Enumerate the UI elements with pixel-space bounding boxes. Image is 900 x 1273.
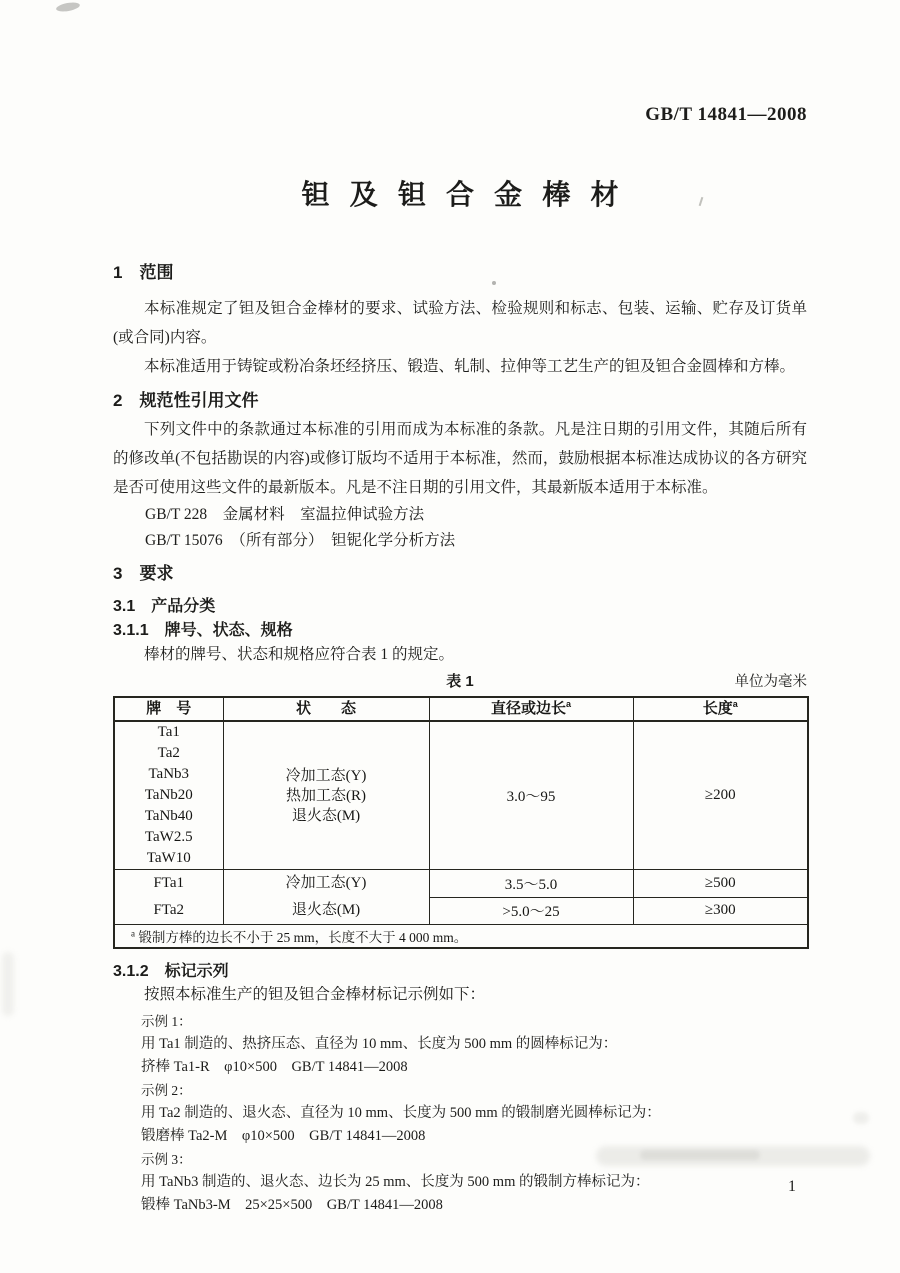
footnote-ref-mark: a: [732, 699, 738, 709]
normative-reference-1: GB/T 228 金属材料 室温拉伸试验方法: [145, 506, 425, 523]
state-list-cell: [223, 870, 429, 925]
table-header-state: 状 态: [223, 697, 429, 721]
length-cell: ≥500: [633, 870, 808, 898]
state: 冷加工态(Y): [285, 767, 367, 784]
example-3-designation: 锻棒 TaNb3-M 25×25×500 GB/T 14841—2008: [141, 1197, 443, 1213]
grade-list-cell: [114, 721, 223, 870]
size-cell: 3.5～5.0: [429, 870, 633, 898]
length-cell: ≥300: [633, 897, 808, 925]
table-footnote: $^a$ 锻制方棒的边长不小于 25 mm，长度不大于 4 000 mm。: [114, 925, 808, 949]
example-1-designation: 挤棒 Ta1-R φ10×500 GB/T 14841—2008: [141, 1059, 408, 1075]
size-cell: 3.0～95: [429, 721, 633, 870]
table-unit-note: 单位为毫米: [734, 674, 807, 690]
table-header-length: 长度$^a$: [633, 697, 808, 721]
normative-reference-2: GB/T 15076 （所有部分） 钽铌化学分析方法: [145, 532, 456, 549]
section-3-1-2-text: 按照本标准生产的钽及钽合金棒材标记示例如下：: [144, 986, 486, 1003]
example-3-description: 用 TaNb3 制造的、退火态、边长为 25 mm、长度为 500 mm 的锻制方棒标记为：: [141, 1174, 650, 1190]
grade: TaNb20: [144, 787, 193, 803]
marking-examples: [141, 1010, 807, 1217]
footnote-mark: a: [131, 928, 135, 939]
table-header-grade: 牌 号: [114, 697, 223, 721]
scan-artifact: [853, 1112, 869, 1124]
table-row-group2-sub1: [114, 870, 808, 898]
state: 热加工态(R): [286, 787, 366, 804]
table-caption: 表 1: [446, 673, 474, 690]
grade: FTa1: [153, 875, 185, 891]
section-2-heading: 2 规范性引用文件: [113, 391, 259, 410]
table-header-row: [114, 697, 808, 721]
grade: TaNb40: [144, 808, 193, 824]
grade: Ta1: [157, 724, 180, 740]
section-3-1-heading: 3.1 产品分类: [113, 598, 216, 615]
section-1-paragraph-2: 本标准适用于铸锭或粉冶条坯经挤压、锻造、轧制、拉伸等工艺生产的钽及钽合金圆棒和方棒。: [144, 358, 796, 375]
example-1-description: 用 Ta1 制造的、热挤压态、直径为 10 mm、长度为 500 mm 的圆棒标记为：: [141, 1036, 618, 1052]
section-1-heading: 1 范围: [113, 263, 174, 282]
section-3-1-1-text: 棒材的牌号、状态和规格应符合表 1 的规定。: [144, 646, 455, 663]
section-3-heading: 3 要求: [113, 564, 174, 583]
grade: TaNb3: [148, 766, 190, 782]
section-3-1-2-heading: 3.1.2 标记示列: [113, 963, 229, 980]
page-number: 1: [788, 1178, 796, 1195]
table-row-group1: [114, 721, 808, 870]
grade: TaW2.5: [144, 829, 193, 845]
example-1-label: 示例 1：: [141, 1014, 192, 1029]
state-list-cell: [223, 721, 429, 870]
grade: TaW10: [146, 850, 191, 866]
document-title: 钽及钽合金棒材: [301, 179, 639, 210]
section-2-paragraph-1: 下列文件中的条款通过本标准的引用而成为本标准的条款。凡是注日期的引用文件，其随后所有的修改单(不包括勘误的内容)或修订版均不适用于本标准，然而，鼓励根据本标准达成协议的各方研究是否可使用这些文件的最新版本。凡是不注日期的引用文件，其最新版本适用于本标准。: [113, 421, 807, 496]
table-footnote-row: [114, 925, 808, 949]
length-cell: ≥200: [633, 721, 808, 870]
scan-artifact: [2, 952, 14, 1016]
example-3-label: 示例 3：: [141, 1152, 192, 1167]
grade: FTa2: [153, 902, 185, 918]
state: 冷加工态(Y): [285, 875, 367, 891]
table-caption-row: [113, 670, 807, 694]
grade: Ta2: [157, 745, 180, 761]
example-2-description: 用 Ta2 制造的、退火态、直径为 10 mm、长度为 500 mm 的锻制磨光圆棒标记为：: [141, 1105, 661, 1121]
state: 退火态(M): [291, 902, 361, 918]
grade-list-cell: [114, 870, 223, 925]
example-2-designation: 锻磨棒 Ta2-M φ10×500 GB/T 14841—2008: [141, 1128, 426, 1144]
section-3-1-1-heading: 3.1.1 牌号、状态、规格: [113, 622, 293, 639]
scan-artifact: [55, 1, 80, 13]
standard-number: GB/T 14841—2008: [645, 104, 807, 125]
table-1: [113, 696, 809, 949]
example-2-label: 示例 2：: [141, 1083, 192, 1098]
table-header-size: 直径或边长$^a$: [429, 697, 633, 721]
footnote-ref-mark: a: [566, 699, 572, 709]
size-cell: >5.0～25: [429, 897, 633, 925]
section-1-paragraph-1: 本标准规定了钽及钽合金棒材的要求、试验方法、检验规则和标志、包装、运输、贮存及订货单(或合同)内容。: [113, 300, 807, 346]
state: 退火态(M): [291, 807, 361, 824]
